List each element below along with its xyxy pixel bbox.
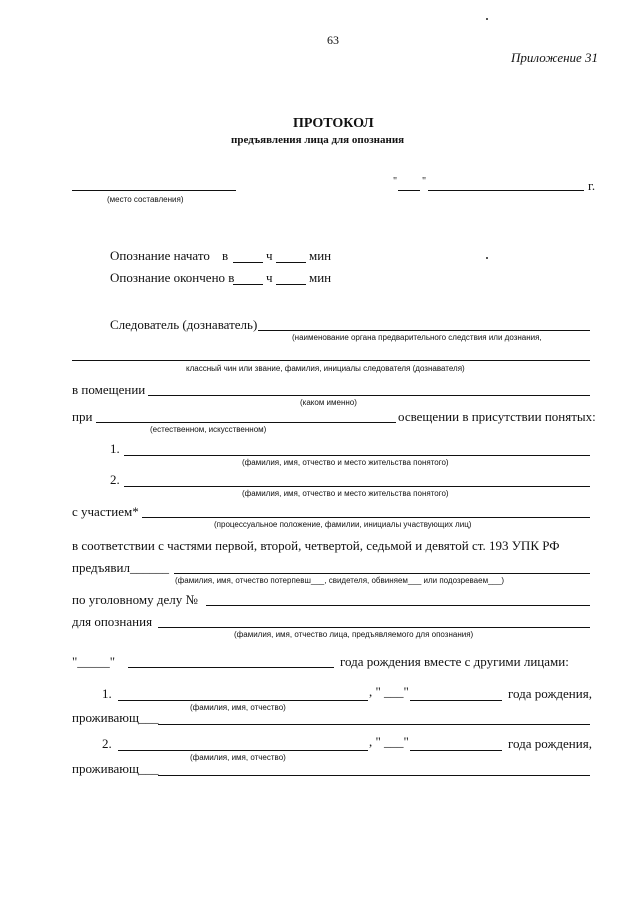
end-min-label: мин [309, 270, 332, 285]
date-day-line[interactable] [398, 190, 420, 191]
person1-residing-line[interactable] [158, 724, 590, 725]
person1-num: 1. [102, 686, 112, 701]
date-quote-open: " [393, 176, 398, 187]
date-quote-close: " [422, 176, 427, 187]
person1-hint: (фамилия, имя, отчество) [190, 703, 286, 712]
witness1-num: 1. [110, 441, 120, 456]
document-title: ПРОТОКОЛ [293, 116, 374, 131]
start-min-line[interactable] [276, 262, 306, 263]
light-pre: при [72, 409, 93, 424]
room-hint: (каком именно) [300, 398, 357, 407]
start-in: в [222, 248, 229, 263]
ident-hint: (фамилия, имя, отчество лица, предъявляемого для опознания) [234, 630, 474, 639]
witness2-line[interactable] [124, 486, 590, 487]
scan-speck [486, 18, 488, 20]
person2-birth: года рождения, [508, 736, 592, 751]
person2-num: 2. [102, 736, 112, 751]
case-line[interactable] [206, 605, 590, 606]
room-line[interactable] [148, 395, 590, 396]
end-hour-label: ч [266, 270, 273, 285]
light-hint: (естественном, искусственном) [150, 425, 267, 434]
investigator-line-2[interactable] [72, 360, 590, 361]
witness1-line[interactable] [124, 455, 590, 456]
case-label: по уголовному делу № [72, 592, 198, 607]
appendix-label: Приложение 31 [511, 50, 599, 65]
quote-row: "_____" [72, 654, 116, 669]
witness2-hint: (фамилия, имя, отчество и место жительства понятого) [242, 489, 449, 498]
presented-line[interactable] [174, 573, 590, 574]
end-hour-line[interactable] [233, 284, 263, 285]
participation-hint: (процессуальное положение, фамилии, инициалы участвующих лиц) [214, 520, 472, 529]
start-label: Опознание начато [110, 248, 210, 263]
document-subtitle: предъявления лица для опознания [231, 134, 405, 146]
place-line[interactable] [72, 190, 236, 191]
presented-hint: (фамилия, имя, отчество потерпевш___, свидетеля, обвиняем___ или подозреваем___) [175, 576, 505, 585]
end-min-line[interactable] [276, 284, 306, 285]
person1-year-line[interactable] [410, 700, 502, 701]
person1-quote: , " ___" [369, 684, 409, 699]
ident-label: для опознания [72, 614, 153, 629]
person2-residing: проживающ___ [72, 761, 159, 776]
light-line[interactable] [96, 422, 396, 423]
person2-hint: (фамилия, имя, отчество) [190, 753, 286, 762]
investigator-hint-2: классный чин или звание, фамилия, инициалы следователя (дознавателя) [186, 364, 465, 373]
birth-together: года рождения вместе с другими лицами: [340, 654, 569, 669]
person2-quote: , " ___" [369, 734, 409, 749]
light-post: освещении в присутствии понятых: [398, 409, 596, 424]
person1-line[interactable] [118, 700, 368, 701]
start-hour-label: ч [266, 248, 273, 263]
investigator-hint: (наименование органа предварительного следствия или дознания, [292, 333, 542, 342]
end-label: Опознание окончено в [110, 270, 235, 285]
year-suffix: г. [588, 178, 596, 193]
presented-label: предъявил______ [72, 560, 169, 575]
start-hour-line[interactable] [233, 262, 263, 263]
person2-line[interactable] [118, 750, 368, 751]
person2-year-line[interactable] [410, 750, 502, 751]
person1-residing: проживающ___ [72, 710, 159, 725]
participation-label: с участием* [72, 504, 139, 519]
page-number: 63 [327, 33, 339, 47]
investigator-line[interactable] [258, 330, 590, 331]
investigator-label: Следователь (дознаватель) [110, 317, 258, 332]
accordance-text: в соответствии с частями первой, второй, четвертой, седьмой и девятой ст. 193 УПК РФ [72, 538, 560, 553]
date-month-line[interactable] [428, 190, 584, 191]
witness1-hint: (фамилия, имя, отчество и место жительства понятого) [242, 458, 449, 467]
place-hint: (место составления) [107, 195, 184, 204]
scan-speck [486, 257, 488, 259]
ident-line[interactable] [158, 627, 590, 628]
birth-line[interactable] [128, 667, 334, 668]
person2-residing-line[interactable] [158, 775, 590, 776]
person1-birth: года рождения, [508, 686, 592, 701]
witness2-num: 2. [110, 472, 120, 487]
room-label: в помещении [72, 382, 146, 397]
participation-line[interactable] [142, 517, 590, 518]
start-min-label: мин [309, 248, 332, 263]
